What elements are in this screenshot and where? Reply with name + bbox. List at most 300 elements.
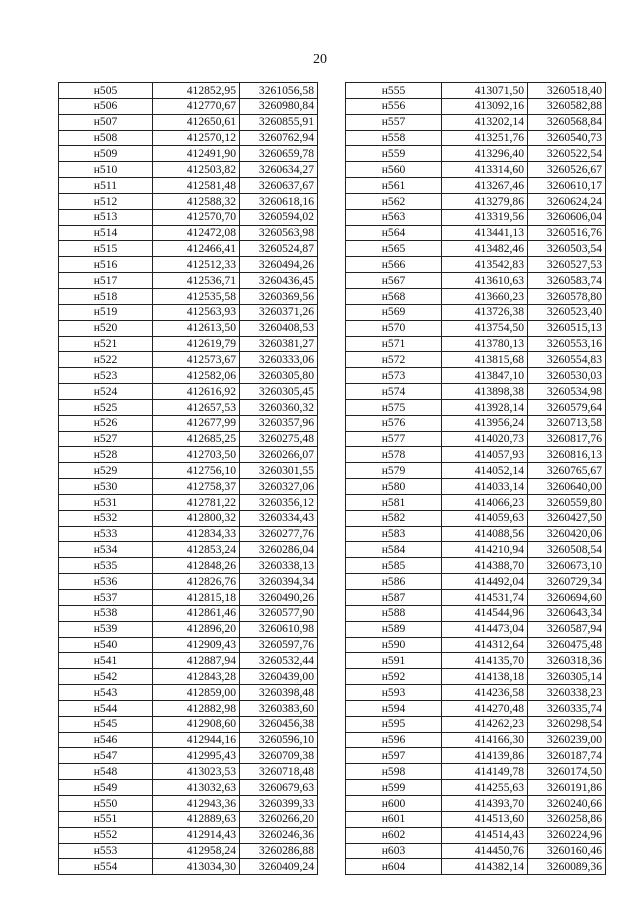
coord-y-cell: 3260855,91 <box>240 114 318 130</box>
point-id-cell: н589 <box>346 621 442 637</box>
table-row <box>346 748 606 764</box>
coord-y-cell: 3260335,74 <box>528 700 606 716</box>
point-id-cell: н541 <box>59 653 153 669</box>
point-id-cell: н517 <box>59 273 153 289</box>
table-row <box>59 352 318 368</box>
table-row <box>346 447 606 463</box>
table-row <box>346 130 606 146</box>
table-row <box>59 558 318 574</box>
coord-x-cell: 412573,67 <box>153 352 240 368</box>
coord-y-cell: 3260817,76 <box>528 431 606 447</box>
coord-y-cell: 3260578,80 <box>528 288 606 304</box>
table-row <box>346 257 606 273</box>
coord-y-cell: 3260305,14 <box>528 669 606 685</box>
table-row <box>59 83 318 99</box>
coord-x-cell: 414066,23 <box>442 494 528 510</box>
coord-y-cell: 3260394,34 <box>240 574 318 590</box>
coord-y-cell: 3260408,53 <box>240 320 318 336</box>
point-id-cell: н583 <box>346 526 442 542</box>
point-id-cell: н569 <box>346 304 442 320</box>
point-id-cell: н522 <box>59 352 153 368</box>
point-id-cell: н513 <box>59 209 153 225</box>
coord-x-cell: 413726,38 <box>442 304 528 320</box>
coord-y-cell: 3260409,24 <box>240 859 318 875</box>
coord-y-cell: 3260427,50 <box>528 510 606 526</box>
coord-y-cell: 3260522,54 <box>528 146 606 162</box>
coord-y-cell: 3260587,94 <box>528 621 606 637</box>
table-row <box>59 669 318 685</box>
coord-y-cell: 3260679,63 <box>240 780 318 796</box>
coord-x-cell: 413319,56 <box>442 209 528 225</box>
table-row <box>346 859 606 875</box>
table-row <box>59 653 318 669</box>
table-row <box>59 732 318 748</box>
table-row <box>346 574 606 590</box>
coord-x-cell: 412848,26 <box>153 558 240 574</box>
point-id-cell: н557 <box>346 114 442 130</box>
coord-x-cell: 414138,18 <box>442 669 528 685</box>
point-id-cell: н567 <box>346 273 442 289</box>
coord-x-cell: 412770,67 <box>153 98 240 114</box>
point-id-cell: н552 <box>59 827 153 843</box>
point-id-cell: н527 <box>59 431 153 447</box>
table-row <box>59 146 318 162</box>
coord-y-cell: 3260610,17 <box>528 178 606 194</box>
point-id-cell: н509 <box>59 146 153 162</box>
table-row <box>59 98 318 114</box>
coord-y-cell: 3260305,80 <box>240 368 318 384</box>
table-row <box>59 637 318 653</box>
point-id-cell: н519 <box>59 304 153 320</box>
table-row <box>59 209 318 225</box>
point-id-cell: н505 <box>59 83 153 99</box>
coord-y-cell: 3260371,26 <box>240 304 318 320</box>
point-id-cell: н598 <box>346 764 442 780</box>
coord-y-cell: 3260624,24 <box>528 193 606 209</box>
coord-x-cell: 412958,24 <box>153 843 240 859</box>
coord-y-cell: 3260160,46 <box>528 843 606 859</box>
table-row <box>346 700 606 716</box>
point-id-cell: н532 <box>59 510 153 526</box>
coord-x-cell: 412843,28 <box>153 669 240 685</box>
table-row <box>346 669 606 685</box>
coord-x-cell: 414255,63 <box>442 780 528 796</box>
table-row <box>346 494 606 510</box>
point-id-cell: н596 <box>346 732 442 748</box>
coord-y-cell: 3260333,06 <box>240 352 318 368</box>
coord-y-cell: 3260258,86 <box>528 811 606 827</box>
point-id-cell: н544 <box>59 700 153 716</box>
coord-x-cell: 412563,93 <box>153 304 240 320</box>
coord-y-cell: 3260420,06 <box>528 526 606 542</box>
table-row <box>59 193 318 209</box>
coord-x-cell: 412756,10 <box>153 463 240 479</box>
coord-y-cell: 3260530,03 <box>528 368 606 384</box>
coord-x-cell: 412852,95 <box>153 83 240 99</box>
table-row <box>59 859 318 875</box>
point-id-cell: н579 <box>346 463 442 479</box>
table-row <box>59 827 318 843</box>
point-id-cell: н573 <box>346 368 442 384</box>
table-row <box>59 399 318 415</box>
table-row <box>346 463 606 479</box>
coordinates-table-right <box>345 82 606 875</box>
table-row <box>346 146 606 162</box>
point-id-cell: н588 <box>346 605 442 621</box>
point-id-cell: н553 <box>59 843 153 859</box>
coord-x-cell: 412896,20 <box>153 621 240 637</box>
coord-y-cell: 3260475,48 <box>528 637 606 653</box>
coord-x-cell: 412703,50 <box>153 447 240 463</box>
point-id-cell: н574 <box>346 384 442 400</box>
point-id-cell: н599 <box>346 780 442 796</box>
table-body-left <box>59 83 318 875</box>
coord-x-cell: 413314,60 <box>442 162 528 178</box>
point-id-cell: н546 <box>59 732 153 748</box>
coord-x-cell: 412582,06 <box>153 368 240 384</box>
point-id-cell: н535 <box>59 558 153 574</box>
point-id-cell: н561 <box>346 178 442 194</box>
coord-y-cell: 3260673,10 <box>528 558 606 574</box>
point-id-cell: н587 <box>346 590 442 606</box>
table-row <box>59 178 318 194</box>
coord-x-cell: 412909,43 <box>153 637 240 653</box>
point-id-cell: н566 <box>346 257 442 273</box>
coord-y-cell: 3260634,27 <box>240 162 318 178</box>
coord-x-cell: 414450,76 <box>442 843 528 859</box>
coord-y-cell: 3260338,23 <box>528 685 606 701</box>
table-row <box>59 542 318 558</box>
coord-x-cell: 413202,14 <box>442 114 528 130</box>
point-id-cell: н578 <box>346 447 442 463</box>
coord-y-cell: 3260577,90 <box>240 605 318 621</box>
coord-y-cell: 3260327,06 <box>240 479 318 495</box>
coord-y-cell: 3260508,54 <box>528 542 606 558</box>
coord-x-cell: 414514,43 <box>442 827 528 843</box>
point-id-cell: н582 <box>346 510 442 526</box>
point-id-cell: н540 <box>59 637 153 653</box>
point-id-cell: н555 <box>346 83 442 99</box>
coord-x-cell: 414149,78 <box>442 764 528 780</box>
coord-y-cell: 3260266,07 <box>240 447 318 463</box>
coord-x-cell: 413956,24 <box>442 415 528 431</box>
table-row <box>59 510 318 526</box>
coord-x-cell: 413296,40 <box>442 146 528 162</box>
coord-x-cell: 412853,24 <box>153 542 240 558</box>
coord-x-cell: 412861,46 <box>153 605 240 621</box>
coord-y-cell: 3260334,43 <box>240 510 318 526</box>
point-id-cell: н523 <box>59 368 153 384</box>
coord-x-cell: 412581,48 <box>153 178 240 194</box>
table-row <box>346 811 606 827</box>
coord-x-cell: 412588,32 <box>153 193 240 209</box>
table-row <box>59 415 318 431</box>
coord-x-cell: 413071,50 <box>442 83 528 99</box>
coord-x-cell: 412613,50 <box>153 320 240 336</box>
point-id-cell: н595 <box>346 716 442 732</box>
point-id-cell: н537 <box>59 590 153 606</box>
coord-y-cell: 3260301,55 <box>240 463 318 479</box>
coord-y-cell: 3260356,12 <box>240 494 318 510</box>
point-id-cell: н550 <box>59 795 153 811</box>
coord-y-cell: 3260224,96 <box>528 827 606 843</box>
coord-x-cell: 412491,90 <box>153 146 240 162</box>
table-row <box>59 304 318 320</box>
table-row <box>346 732 606 748</box>
coord-y-cell: 3260618,16 <box>240 193 318 209</box>
coord-x-cell: 414492,04 <box>442 574 528 590</box>
table-row <box>59 700 318 716</box>
coord-x-cell: 414135,70 <box>442 653 528 669</box>
coord-x-cell: 414057,93 <box>442 447 528 463</box>
table-row <box>346 162 606 178</box>
point-id-cell: н549 <box>59 780 153 796</box>
point-id-cell: н529 <box>59 463 153 479</box>
coord-y-cell: 3260526,67 <box>528 162 606 178</box>
table-row <box>346 304 606 320</box>
coord-y-cell: 3260596,10 <box>240 732 318 748</box>
coord-y-cell: 3260540,73 <box>528 130 606 146</box>
table-row <box>59 605 318 621</box>
table-row <box>346 780 606 796</box>
point-id-cell: н603 <box>346 843 442 859</box>
table-row <box>59 795 318 811</box>
coord-y-cell: 3260762,94 <box>240 130 318 146</box>
table-row <box>59 843 318 859</box>
coord-y-cell: 3260494,26 <box>240 257 318 273</box>
table-row <box>346 526 606 542</box>
point-id-cell: н580 <box>346 479 442 495</box>
coord-x-cell: 413815,68 <box>442 352 528 368</box>
point-id-cell: н577 <box>346 431 442 447</box>
table-row <box>59 257 318 273</box>
coord-y-cell: 3260305,45 <box>240 384 318 400</box>
coord-y-cell: 3260640,00 <box>528 479 606 495</box>
coord-y-cell: 3260318,36 <box>528 653 606 669</box>
point-id-cell: н508 <box>59 130 153 146</box>
coord-x-cell: 412512,33 <box>153 257 240 273</box>
coord-x-cell: 412834,33 <box>153 526 240 542</box>
coord-x-cell: 412914,43 <box>153 827 240 843</box>
coord-x-cell: 414059,63 <box>442 510 528 526</box>
table-row <box>346 542 606 558</box>
coord-y-cell: 3260298,54 <box>528 716 606 732</box>
table-row <box>346 621 606 637</box>
table-row <box>346 764 606 780</box>
point-id-cell: н565 <box>346 241 442 257</box>
coord-y-cell: 3260527,53 <box>528 257 606 273</box>
coord-x-cell: 413542,83 <box>442 257 528 273</box>
coord-x-cell: 414139,86 <box>442 748 528 764</box>
table-row <box>346 193 606 209</box>
coord-x-cell: 412882,98 <box>153 700 240 716</box>
coord-x-cell: 412826,76 <box>153 574 240 590</box>
coord-y-cell: 3260534,98 <box>528 384 606 400</box>
point-id-cell: н559 <box>346 146 442 162</box>
point-id-cell: н592 <box>346 669 442 685</box>
coord-x-cell: 413267,46 <box>442 178 528 194</box>
point-id-cell: н511 <box>59 178 153 194</box>
coord-x-cell: 414544,96 <box>442 605 528 621</box>
coord-x-cell: 413251,76 <box>442 130 528 146</box>
coord-x-cell: 412889,63 <box>153 811 240 827</box>
table-row <box>346 178 606 194</box>
point-id-cell: н524 <box>59 384 153 400</box>
point-id-cell: н525 <box>59 399 153 415</box>
point-id-cell: н526 <box>59 415 153 431</box>
coord-x-cell: 413034,30 <box>153 859 240 875</box>
point-id-cell: н572 <box>346 352 442 368</box>
table-row <box>59 621 318 637</box>
coord-y-cell: 3260553,16 <box>528 336 606 352</box>
coord-y-cell: 3260816,13 <box>528 447 606 463</box>
point-id-cell: н512 <box>59 193 153 209</box>
coord-x-cell: 412616,92 <box>153 384 240 400</box>
coord-y-cell: 3260436,45 <box>240 273 318 289</box>
coord-x-cell: 413660,23 <box>442 288 528 304</box>
coord-x-cell: 413780,13 <box>442 336 528 352</box>
point-id-cell: н571 <box>346 336 442 352</box>
coord-y-cell: 3260383,60 <box>240 700 318 716</box>
point-id-cell: н601 <box>346 811 442 827</box>
table-row <box>59 431 318 447</box>
table-row <box>59 494 318 510</box>
point-id-cell: н590 <box>346 637 442 653</box>
coord-x-cell: 412815,18 <box>153 590 240 606</box>
coord-x-cell: 412650,61 <box>153 114 240 130</box>
coord-y-cell: 3260583,74 <box>528 273 606 289</box>
coord-y-cell: 3260729,34 <box>528 574 606 590</box>
coord-y-cell: 3260643,34 <box>528 605 606 621</box>
coord-y-cell: 3260381,27 <box>240 336 318 352</box>
coord-y-cell: 3260610,98 <box>240 621 318 637</box>
coord-y-cell: 3260275,48 <box>240 431 318 447</box>
table-row <box>346 415 606 431</box>
table-body-right <box>346 83 606 875</box>
table-row <box>59 463 318 479</box>
coord-y-cell: 3260659,78 <box>240 146 318 162</box>
point-id-cell: н562 <box>346 193 442 209</box>
coord-x-cell: 412536,71 <box>153 273 240 289</box>
table-row <box>59 384 318 400</box>
coord-x-cell: 413928,14 <box>442 399 528 415</box>
table-row <box>59 320 318 336</box>
coord-y-cell: 3260286,88 <box>240 843 318 859</box>
point-id-cell: н585 <box>346 558 442 574</box>
point-id-cell: н515 <box>59 241 153 257</box>
coord-x-cell: 414531,74 <box>442 590 528 606</box>
point-id-cell: н554 <box>59 859 153 875</box>
point-id-cell: н533 <box>59 526 153 542</box>
table-row <box>346 336 606 352</box>
coord-y-cell: 3260594,02 <box>240 209 318 225</box>
coord-y-cell: 3260503,54 <box>528 241 606 257</box>
coord-x-cell: 412657,53 <box>153 399 240 415</box>
coord-x-cell: 414166,30 <box>442 732 528 748</box>
table-row <box>59 748 318 764</box>
table-row <box>346 241 606 257</box>
table-row <box>346 653 606 669</box>
coord-x-cell: 413754,50 <box>442 320 528 336</box>
point-id-cell: н547 <box>59 748 153 764</box>
coord-x-cell: 413023,53 <box>153 764 240 780</box>
coordinates-table-left <box>58 82 318 875</box>
page-number: 20 <box>313 52 327 67</box>
table-row <box>346 843 606 859</box>
table-row <box>346 795 606 811</box>
coord-x-cell: 414210,94 <box>442 542 528 558</box>
table-row <box>59 716 318 732</box>
table-row <box>346 273 606 289</box>
coord-x-cell: 412995,43 <box>153 748 240 764</box>
point-id-cell: н545 <box>59 716 153 732</box>
table-row <box>346 431 606 447</box>
point-id-cell: н581 <box>346 494 442 510</box>
coord-y-cell: 3260694,60 <box>528 590 606 606</box>
coord-x-cell: 413847,10 <box>442 368 528 384</box>
coord-x-cell: 412503,82 <box>153 162 240 178</box>
point-id-cell: н539 <box>59 621 153 637</box>
table-row <box>346 83 606 99</box>
point-id-cell: н558 <box>346 130 442 146</box>
table-row <box>346 368 606 384</box>
coord-y-cell: 3260523,40 <box>528 304 606 320</box>
table-row <box>59 273 318 289</box>
table-row <box>59 780 318 796</box>
coord-x-cell: 413092,16 <box>442 98 528 114</box>
point-id-cell: н586 <box>346 574 442 590</box>
point-id-cell: н530 <box>59 479 153 495</box>
table-row <box>346 590 606 606</box>
coord-y-cell: 3260338,13 <box>240 558 318 574</box>
table-row <box>59 574 318 590</box>
point-id-cell: н591 <box>346 653 442 669</box>
coord-x-cell: 412943,36 <box>153 795 240 811</box>
point-id-cell: н543 <box>59 685 153 701</box>
coord-y-cell: 3260579,64 <box>528 399 606 415</box>
coord-y-cell: 3260490,26 <box>240 590 318 606</box>
coord-x-cell: 412800,32 <box>153 510 240 526</box>
coord-x-cell: 412758,37 <box>153 479 240 495</box>
coord-y-cell: 3260266,20 <box>240 811 318 827</box>
coord-y-cell: 3260568,84 <box>528 114 606 130</box>
coord-y-cell: 3260563,98 <box>240 225 318 241</box>
coord-x-cell: 412570,70 <box>153 209 240 225</box>
point-id-cell: н560 <box>346 162 442 178</box>
coord-y-cell: 3260532,44 <box>240 653 318 669</box>
table-row <box>346 605 606 621</box>
coord-x-cell: 412535,58 <box>153 288 240 304</box>
coord-x-cell: 412887,94 <box>153 653 240 669</box>
coord-y-cell: 3260191,86 <box>528 780 606 796</box>
table-row <box>346 384 606 400</box>
point-id-cell: н568 <box>346 288 442 304</box>
coord-x-cell: 412619,79 <box>153 336 240 352</box>
point-id-cell: н531 <box>59 494 153 510</box>
point-id-cell: н556 <box>346 98 442 114</box>
coord-y-cell: 3260582,88 <box>528 98 606 114</box>
coord-y-cell: 3260174,50 <box>528 764 606 780</box>
point-id-cell: н516 <box>59 257 153 273</box>
coord-x-cell: 413279,86 <box>442 193 528 209</box>
coord-y-cell: 3260439,00 <box>240 669 318 685</box>
point-id-cell: н570 <box>346 320 442 336</box>
table-row <box>346 98 606 114</box>
coord-y-cell: 3260559,80 <box>528 494 606 510</box>
table-row <box>59 336 318 352</box>
coord-y-cell: 3260515,13 <box>528 320 606 336</box>
table-row <box>346 288 606 304</box>
